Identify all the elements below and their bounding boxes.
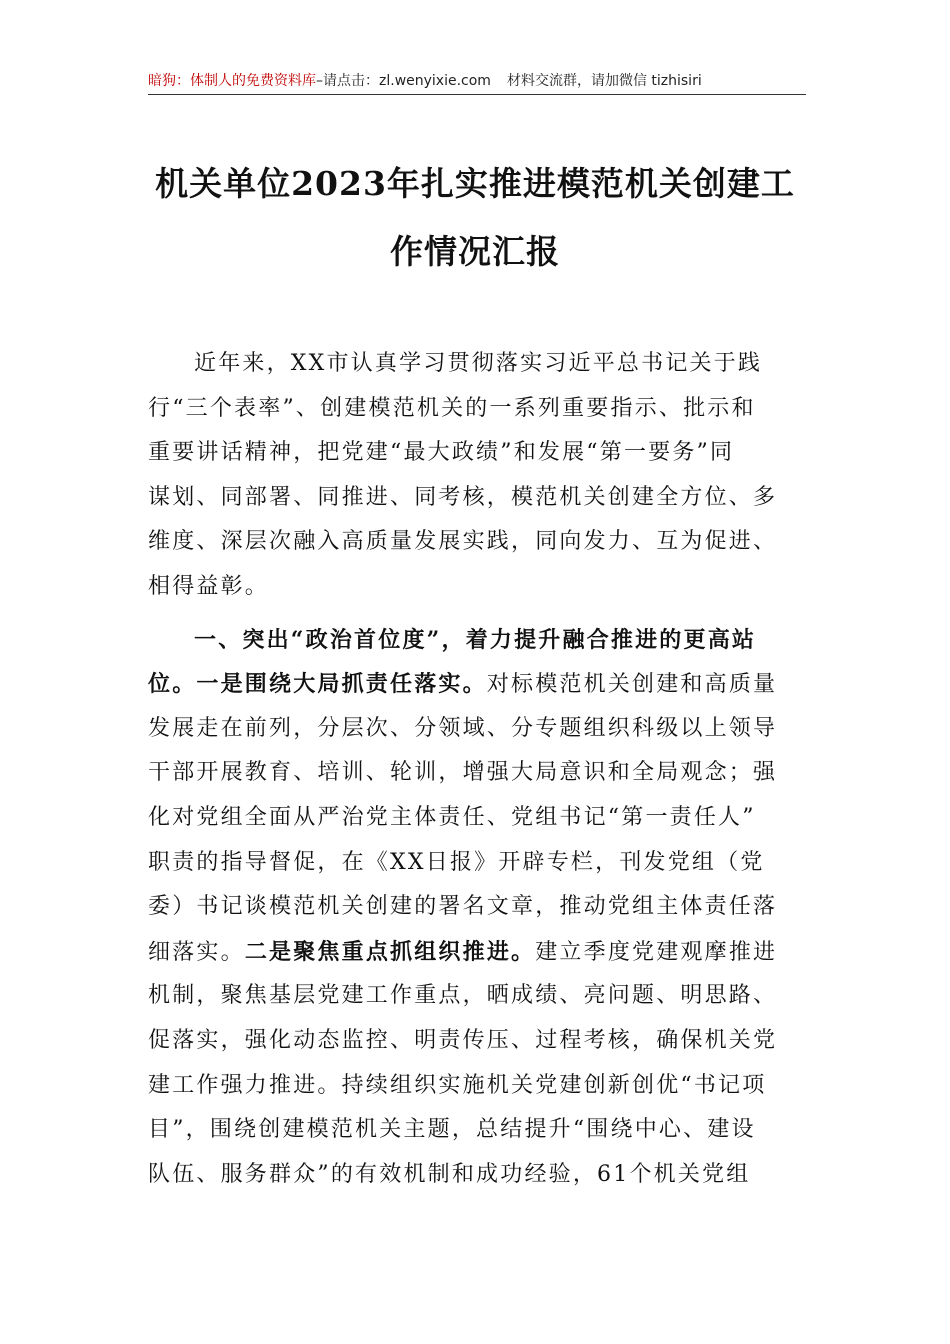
paragraph-2-text: 细落实。	[148, 939, 245, 965]
header-brand: 暗狗：体制人的免费资料库	[148, 73, 316, 89]
section-heading-1: 一、突出“政治首位度”，着力提升融合推进的更高站	[194, 626, 757, 653]
header-url-link[interactable]: zl.wenyixie.com	[379, 73, 491, 89]
header-click-prefix: –请点击：	[316, 73, 379, 89]
paragraph-2-line: 职责的指导督促，在《XX日报》开辟专栏，刊发党组（党	[148, 849, 765, 875]
page-header	[148, 68, 806, 95]
title-line-1: 机关单位2023年扎实推进模范机关创建工	[155, 164, 795, 203]
paragraph-2-line: 委）书记谈模范机关创建的署名文章，推动党组主体责任落	[148, 894, 778, 920]
paragraph-2-line: 发展走在前列，分层次、分领域、分专题组织科级以上领导	[148, 715, 778, 741]
paragraph-1-line: 相得益彰。	[148, 573, 270, 599]
paragraph-1-line: 行“三个表率”、创建模范机关的一系列重要指示、批示和	[148, 395, 756, 421]
document-body	[148, 342, 808, 1197]
paragraph-2-line	[148, 662, 808, 707]
paragraph-2-line: 促落实，强化动态监控、明责传压、过程考核，确保机关党	[148, 1027, 778, 1053]
paragraph-2-line: 机制，聚焦基层党建工作重点，晒成绩、亮问题、明思路、	[148, 983, 778, 1009]
paragraph-2-line: 干部开展教育、培训、轮训，增强大局意识和全局观念；强	[148, 760, 778, 786]
title-line-2: 作情况汇报	[390, 232, 560, 271]
paragraph-2-line	[148, 930, 808, 975]
paragraph-2-text: 对标模范机关创建和高质量	[486, 672, 778, 698]
subheading-2: 二是聚焦重点抓组织推进。	[244, 938, 536, 965]
paragraph-1-line: 维度、深层次融入高质量发展实践，同向发力、互为促进、	[148, 529, 778, 555]
subheading-1: 位。一是围绕大局抓责任落实。	[148, 671, 487, 698]
paragraph-1-line: 近年来，XX市认真学习贯彻落实习近平总书记关于践	[194, 351, 763, 376]
paragraph-2-line: 目”，围绕创建模范机关主题，总结提升“围绕中心、建设	[148, 1117, 756, 1143]
header-wechat-note: 材料交流群，请加微信 tizhisiri	[506, 73, 702, 89]
paragraph-1-line: 重要讲话精神，把党建“最大政绩”和发展“第一要务”同	[148, 440, 735, 466]
paragraph-2-line: 队伍、服务群众”的有效机制和成功经验，61个机关党组	[148, 1161, 751, 1187]
paragraph-2-line: 建工作强力推进。持续组织实施机关党建创新创优“书记项	[148, 1072, 767, 1098]
document-title	[0, 150, 950, 286]
paragraph-2-line: 化对党组全面从严治党主体责任、党组书记“第一责任人”	[148, 804, 756, 830]
paragraph-1-line: 谋划、同部署、同推进、同考核，模范机关创建全方位、多	[148, 484, 778, 510]
paragraph-2-text: 建立季度党建观摩推进	[535, 939, 778, 965]
